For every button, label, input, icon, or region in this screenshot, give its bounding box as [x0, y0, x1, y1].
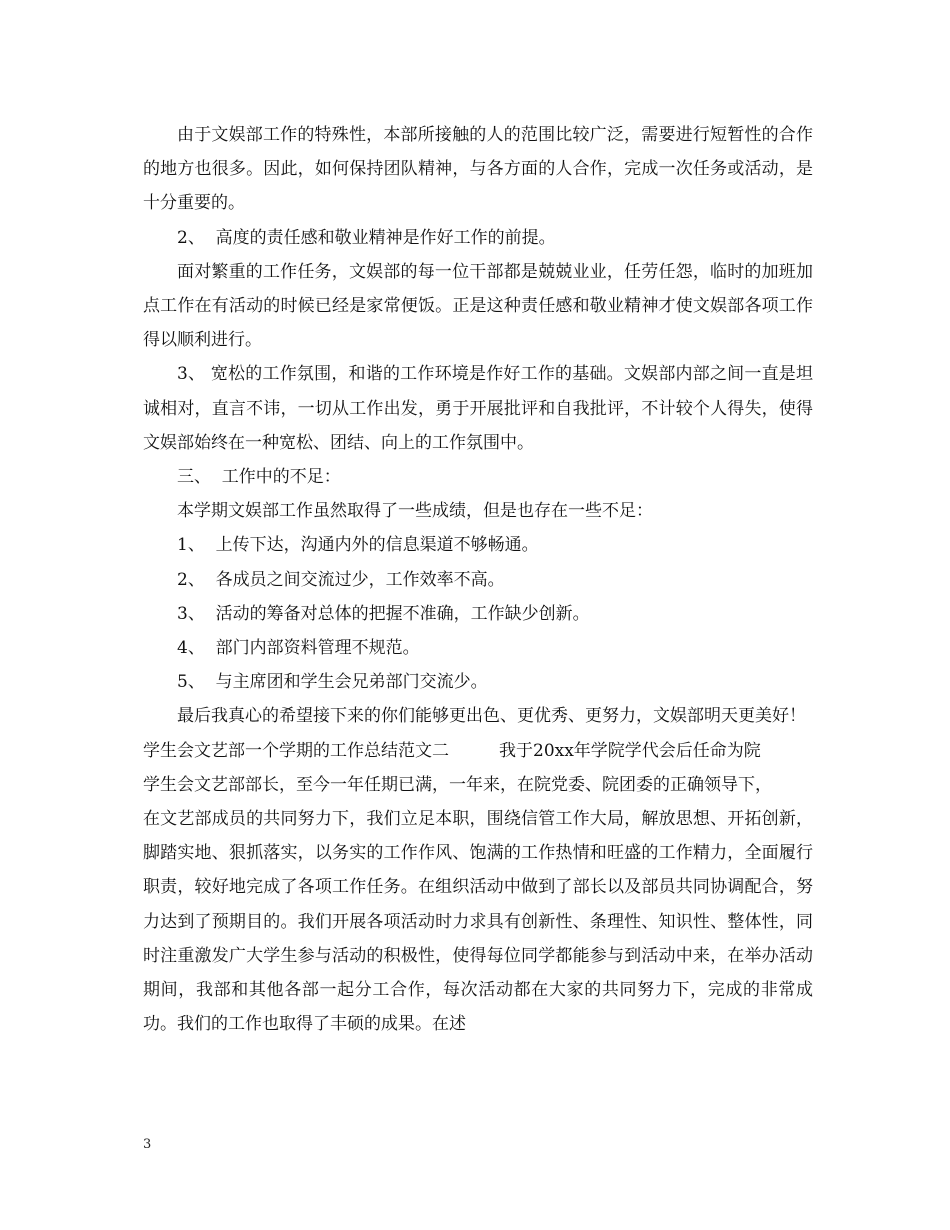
shortcoming-item-5: 5、 与主席团和学生会兄弟部门交流少。 — [177, 672, 488, 693]
document-body — [143, 118, 813, 1041]
section-title: 学生会文艺部一个学期的工作总结范文二 — [143, 740, 449, 761]
section-heading-shortcomings: 三、 工作中的不足： — [177, 467, 341, 488]
paragraph-appointment-line: 学生会文艺部部长，至今一年任期已满，一年来，在院党委、院团委的正确领导下， — [143, 774, 772, 795]
paragraph-shortcomings-intro: 本学期文娱部工作虽然取得了一些成绩，但是也存在一些不足： — [177, 501, 653, 522]
paragraph-dedication: 面对繁重的工作任务，文娱部的每一位干部都是兢兢业业，任劳任怨，临时的加班加点工作在有活动的时候已经是家常便饭。正是这种责任感和敬业精神才使文娱部各项工作得以顺利进行。 — [143, 261, 813, 351]
point-responsibility: 2、 高度的责任感和敬业精神是作好工作的前提。 — [177, 227, 556, 248]
paragraph-appointment-start: 我于20xx年学院学代会后任命为院 — [499, 740, 761, 761]
shortcoming-item-2: 2、 各成员之间交流过少，工作效率不高。 — [177, 569, 505, 590]
paragraph-team-spirit: 由于文娱部工作的特殊性，本部所接触的人的范围比较广泛，需要进行短暂性的合作的地方也很多。因此，如何保持团队精神，与各方面的人合作，完成一次任务或活动，是十分重要的。 — [143, 125, 813, 214]
paragraph-closing-wish: 最后我真心的希望接下来的你们能够更出色、更优秀、更努力，文娱部明天更美好！ — [177, 706, 806, 727]
page-number: 3 — [143, 1137, 152, 1152]
paragraph-annual-summary: 在文艺部成员的共同努力下，我们立足本职，围绕信管工作大局，解放思想、开拓创新，脚踏实地、狠抓落实，以务实的工作作风、饱满的工作热情和旺盛的工作精力，全面履行职责，较好地完成了各项工作任务。在组织活动中做到了部长以及部员共同协调配合，努力达到了预期目的。我们开展各项活动时力求具有创新性、条理性、知识性、整体性，同时注重激发广大学生参与活动的积极性，使得每位同学都能参与到活动中来，在举办活动期间，我部和其他各部一起分工合作，每次活动都在大家的共同努力下，完成的非常成功。我们的工作也取得了丰硕的成果。在述 — [143, 809, 813, 1035]
section-title-line — [143, 734, 813, 768]
shortcoming-item-4: 4、 部门内部资料管理不规范。 — [177, 638, 420, 659]
shortcoming-item-1: 1、 上传下达，沟通内外的信息渠道不够畅通。 — [177, 535, 539, 556]
shortcoming-item-3: 3、 活动的筹备对总体的把握不准确，工作缺少创新。 — [177, 603, 590, 624]
point-work-atmosphere: 3、 宽松的工作氛围，和谐的工作环境是作好工作的基础。文娱部内部之间一直是坦诚相对，直言不讳，一切从工作出发，勇于开展批评和自我批评，不计较个人得失，使得文娱部始终在一种宽松、团结、向上的工作氛围中。 — [143, 364, 813, 453]
